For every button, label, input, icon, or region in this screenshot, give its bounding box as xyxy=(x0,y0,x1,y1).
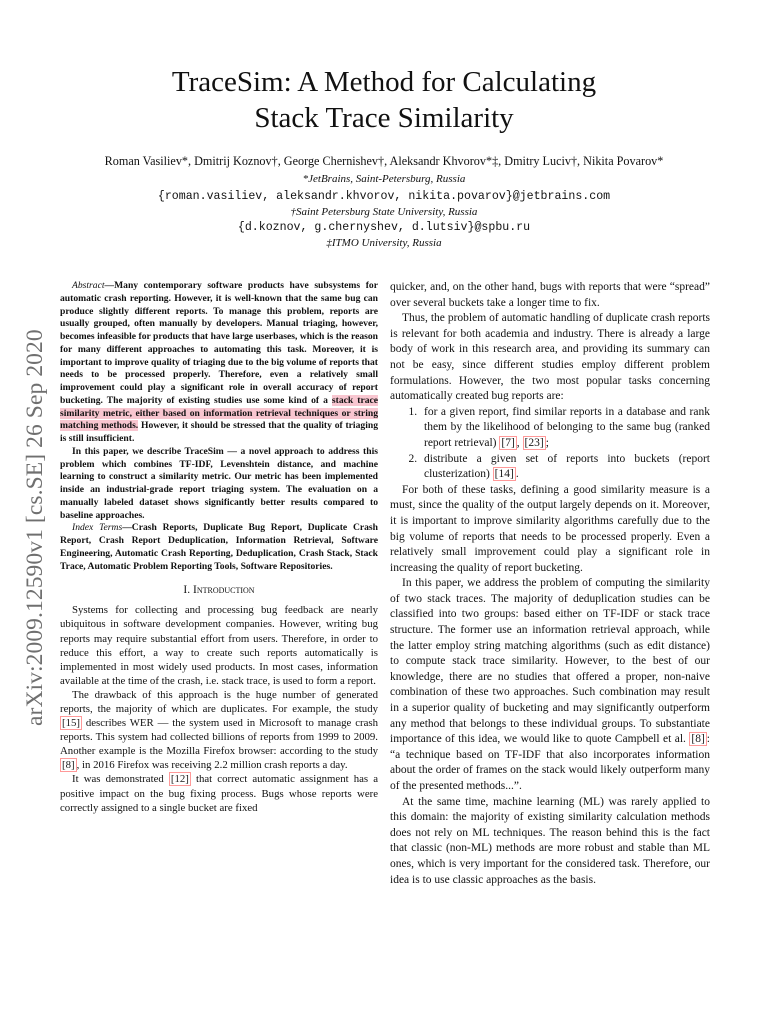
citation-link[interactable]: [15] xyxy=(62,717,80,730)
citation-link[interactable]: [14] xyxy=(494,468,514,481)
title-line-2: Stack Trace Similarity xyxy=(254,102,514,134)
task-list xyxy=(390,405,710,483)
affiliation-spbu: †Saint Petersburg State University, Russia xyxy=(290,206,478,218)
paragraph: The drawback of this approach is the huge number of generated reports, the majority of which are duplicates. For example, the study [15] describes WER — the system used in Microsoft to manage crash reports. This system had collected billions of reports from 1999 to 2009. Another example is the Mozilla Firefox browser: according to the study [8] , in 2016 Firefox was receiving 2.2 million crash reports a day. xyxy=(60,688,378,772)
citation-link[interactable]: [23] xyxy=(524,436,544,449)
list-item: 2. distribute a given set of reports into buckets (report clusterization) [14] . xyxy=(420,452,710,483)
paragraph: It was demonstrated [12] that correct automatic assignment has a positive impact on the bug fixing process. Bugs whose reports were correctly assigned to a single bucket are fixed xyxy=(60,773,378,814)
affiliation-jetbrains: *JetBrains, Saint-Petersburg, Russia xyxy=(302,173,466,185)
paragraph: Thus, the problem of automatic handling of duplicate crash reports is relevant for both academia and industry. There is already a large body of work in this research area, and providing its summary can not be easy, since different studies employ different problem formulations. However, the two most popular tasks concerning automatically created bug reports are: xyxy=(390,312,710,403)
abstract-label: Abstract xyxy=(72,280,105,291)
abstract-paragraph-2: In this paper, we describe TraceSim — a novel approach to address this problem which combines TF-IDF, Levenshtein distance, and machine learning to construct a similarity metric. Our metric has been implemented inside an industrial-grade report triaging system. The evaluation on a manually labeled dataset shows significantly better results compared to baseline approaches. xyxy=(60,445,378,521)
affiliation-itmo: ‡ITMO University, Russia xyxy=(326,237,442,249)
list-item: 1. for a given report, find similar reports in a database and rank them by the likelihood of belonging to the same bug (ranked report retrieval) [7] , [23] ; xyxy=(420,405,710,452)
highlighted-text[interactable]: stack trace similarity metric, either based on information retrieval techniques or string matching methods. xyxy=(60,394,379,432)
citation-link[interactable]: [12] xyxy=(170,773,189,786)
citation-link[interactable]: [8] xyxy=(691,733,705,746)
email-jetbrains: {roman.vasiliev, aleksandr.khvorov, nikita.povarov}@jetbrains.com xyxy=(157,190,611,203)
authors: Roman Vasiliev*, Dmitrij Koznov†, George Chernishev†, Aleksandr Khvorov*‡, Dmitry Luciv†, Nikita Povarov* xyxy=(104,154,664,168)
paragraph: In this paper, we address the problem of computing the similarity of two stack traces. The majority of deduplication studies can be classified into two groups: based either on TF-IDF or stack trace structure. The former use an information retrieval approach, while the latter employ string matching algorithms (such as edit distance) to compute stack trace similarity. However, to the best of our knowledge, there are no studies that offered a proper, non-naive combination of these two approaches. Such combination may result in a superior quality of bucketing and may significantly outperform any method that belongs to these individual groups. To substantiate importance of this idea, we would like to quote Campbell et al. [8] : “a technique based on TF-IDF that also incorporates information about the order of frames on the stack would likely outperform many of the presented methods...”. xyxy=(390,577,710,792)
paragraph: At the same time, machine learning (ML) was rarely applied to this domain: the majority of existing similarity calculation methods does not rely on ML techniques. The reason behind this is the fact that classic (non-ML) methods are more robust and stable than ML ones, which is very important for the considered task. Therefore, our idea is to use classic approaches as the basis. xyxy=(390,795,710,886)
paragraph: Systems for collecting and processing bug feedback are nearly ubiquitous in software development companies. However, writing bug reports may require substantial effort from users. Therefore, in order to reduce this effort, a way to create such reports automatically is implemented in most widely used products. In most cases, information available at the time of the crash, i.e. stack trace, is used to form a report. xyxy=(60,604,378,687)
citation-link[interactable]: [7] xyxy=(501,436,515,449)
email-spbu: {d.koznov, g.chernyshev, d.lutsiv}@spbu.ru xyxy=(237,221,531,234)
right-column xyxy=(390,280,710,888)
introduction-body xyxy=(60,603,378,814)
abstract: Abstract—Many contemporary software products have subsystems for automatic crash reporting. However, it is well-known that the same bug can produce slightly different reports. To manage this problem, reports are usually grouped, often manually by developers. Manual triaging, however, becomes infeasible for products that have large userbases, which is the reason for many different approaches to automating this task. Moreover, it is important to improve quality of triaging due to the big volume of reports that needs to be processed properly. Therefore, even a relatively small improvement could play a significant role in overall accuracy of report bucketing. The majority of existing studies use some kind of a stack trace similarity metric, either based on information retrieval techniques or string matching methods. However, it should be stressed that the quality of triaging is still insufficient. xyxy=(60,280,379,444)
paper-title xyxy=(0,64,768,136)
citation-link[interactable]: [8] xyxy=(62,759,75,772)
paragraph: For both of these tasks, defining a good similarity measure is a must, since the quality of the output largely depends on it. Moreover, it is important to improve similarity algorithms carefully due to the big volume of reports that needs to be processed properly. Even a relatively small improvement could play a significant role in increasing the quality of report bucketing. xyxy=(390,483,710,574)
left-column xyxy=(60,280,378,815)
section-heading-introduction: I. Introduction xyxy=(183,584,255,597)
title-line-1: TraceSim: A Method for Calculating xyxy=(171,66,597,98)
index-terms: Index Terms—Crash Reports, Duplicate Bug Report, Duplicate Crash Report, Crash Report Deduplication, Information Retrieval, Software Engineering, Automatic Crash Reporting, Deduplication, Crash Stack, Stack Trace, Automatic Problem Reporting Tools, Software Repositories. xyxy=(60,522,378,572)
paragraph: quicker, and, on the other hand, bugs with reports that were “spread” over several buckets take a longer time to fix. xyxy=(390,281,710,309)
